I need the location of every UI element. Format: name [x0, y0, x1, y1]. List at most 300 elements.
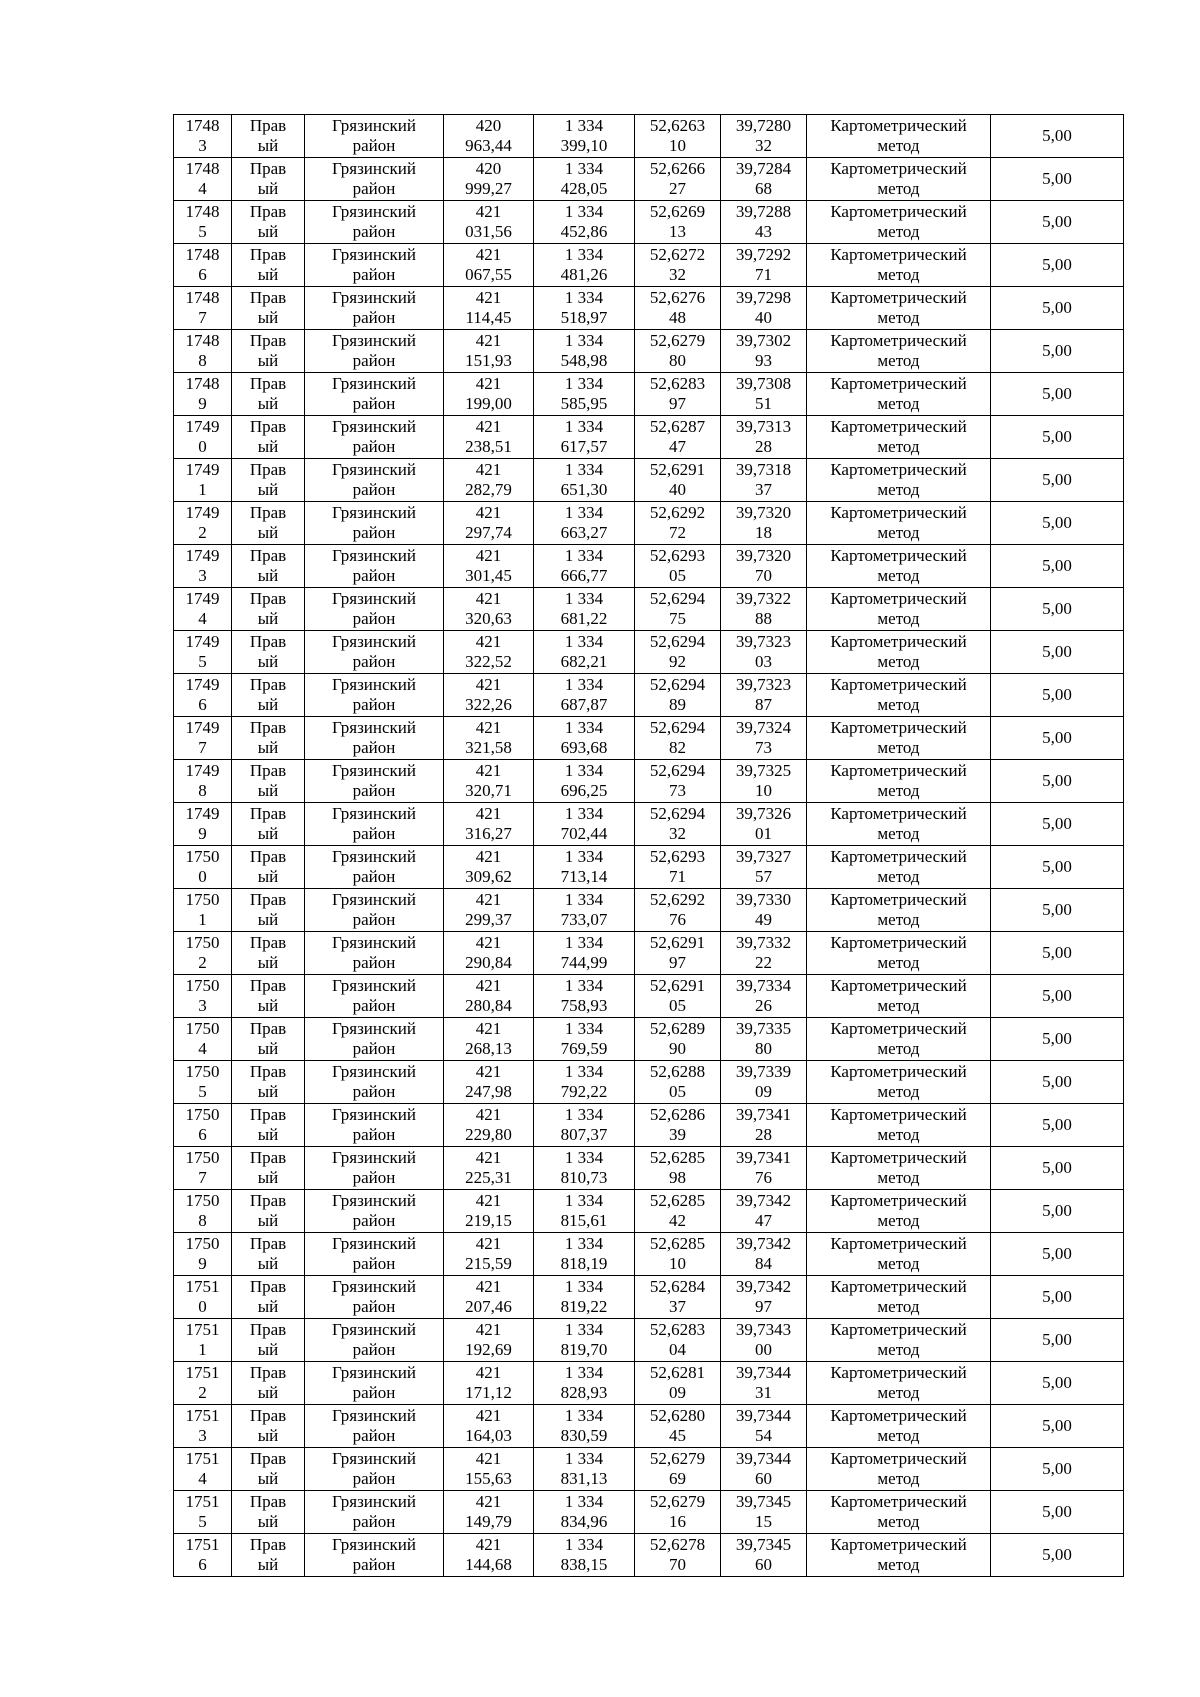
coord-x-cell: [444, 717, 534, 760]
accuracy-cell: 5,00: [991, 674, 1124, 717]
latitude-cell-line: 52,6291: [649, 460, 706, 479]
bank-side-cell-line: ый: [257, 867, 279, 886]
coord-x-cell-line: 421: [475, 847, 502, 866]
method-cell-line: метод: [877, 996, 920, 1015]
coord-y-cell: [534, 760, 635, 803]
longitude-cell-line: 39,7342: [735, 1277, 792, 1296]
method-cell: [807, 115, 991, 158]
point-number-cell: [174, 545, 232, 588]
district-cell-line: район: [352, 867, 396, 886]
district-cell-line: Грязинский: [332, 331, 416, 350]
method-cell-line: метод: [877, 394, 920, 413]
table-row: [174, 502, 1124, 545]
coord-y-cell-line: 693,68: [560, 738, 608, 757]
method-cell-line: Картометрический: [830, 933, 967, 952]
table-row: [174, 588, 1124, 631]
bank-side-cell-line: Прав: [249, 245, 287, 264]
coord-y-cell-line: 1 334: [564, 460, 604, 479]
method-cell-line: метод: [877, 824, 920, 843]
longitude-cell: [721, 545, 807, 588]
accuracy-cell: 5,00: [991, 459, 1124, 502]
point-number-cell-line: 1750: [185, 1105, 220, 1124]
method-cell: [807, 545, 991, 588]
bank-side-cell-line: Прав: [249, 1148, 287, 1167]
longitude-cell-line: 39,7335: [735, 1019, 792, 1038]
table-row: [174, 760, 1124, 803]
coord-x-cell-line: 321,58: [465, 738, 512, 757]
latitude-cell-line: 98: [669, 1168, 686, 1187]
point-number-cell: [174, 1061, 232, 1104]
latitude-cell-line: 10: [669, 136, 686, 155]
coord-y-cell: [534, 459, 635, 502]
coord-y-cell: [534, 1405, 635, 1448]
coord-y-cell: [534, 803, 635, 846]
latitude-cell-line: 52,6292: [649, 503, 706, 522]
coord-x-cell-line: 421: [475, 890, 502, 909]
latitude-cell-line: 10: [669, 1254, 686, 1273]
district-cell-line: район: [352, 308, 396, 327]
bank-side-cell: [232, 803, 305, 846]
bank-side-cell: [232, 158, 305, 201]
coord-y-cell-line: 1 334: [564, 675, 604, 694]
bank-side-cell-line: ый: [257, 953, 279, 972]
latitude-cell-line: 13: [669, 222, 686, 241]
method-cell-line: Картометрический: [830, 847, 967, 866]
point-number-cell: [174, 803, 232, 846]
district-cell-line: Грязинский: [332, 288, 416, 307]
coord-x-cell-line: 421: [475, 1406, 502, 1425]
district-cell-line: район: [352, 1512, 396, 1531]
bank-side-cell-line: Прав: [249, 1019, 287, 1038]
longitude-cell: [721, 1405, 807, 1448]
latitude-cell: [635, 1534, 721, 1577]
method-cell-line: метод: [877, 1168, 920, 1187]
longitude-cell-line: 39,7342: [735, 1191, 792, 1210]
latitude-cell: [635, 416, 721, 459]
point-number-cell-line: 1749: [185, 503, 220, 522]
point-number-cell-line: 1748: [185, 116, 220, 135]
method-cell-line: метод: [877, 1555, 920, 1574]
bank-side-cell-line: Прав: [249, 159, 287, 178]
longitude-cell-line: 39,7322: [735, 589, 792, 608]
point-number-cell-line: 3: [198, 136, 207, 155]
coord-x-cell-line: 164,03: [465, 1426, 512, 1445]
coord-y-cell-line: 1 334: [564, 847, 604, 866]
accuracy-cell: 5,00: [991, 330, 1124, 373]
method-cell-line: Картометрический: [830, 245, 967, 264]
point-number-cell: [174, 1319, 232, 1362]
bank-side-cell: [232, 1405, 305, 1448]
coord-y-cell-line: 713,14: [560, 867, 608, 886]
method-cell-line: метод: [877, 695, 920, 714]
district-cell: [305, 158, 444, 201]
coord-x-cell-line: 067,55: [465, 265, 512, 284]
point-number-cell: [174, 932, 232, 975]
coord-x-cell-line: 421: [475, 417, 502, 436]
bank-side-cell: [232, 588, 305, 631]
coord-x-cell: [444, 1491, 534, 1534]
point-number-cell: [174, 1448, 232, 1491]
point-number-cell-line: 1750: [185, 933, 220, 952]
method-cell-line: метод: [877, 1512, 920, 1531]
point-number-cell: [174, 201, 232, 244]
district-cell: [305, 1104, 444, 1147]
point-number-cell-line: 4: [198, 1469, 207, 1488]
bank-side-cell: [232, 717, 305, 760]
bank-side-cell-line: Прав: [249, 1320, 287, 1339]
table-row: [174, 1448, 1124, 1491]
point-number-cell-line: 6: [198, 265, 207, 284]
method-cell-line: Картометрический: [830, 589, 967, 608]
coord-y-cell-line: 733,07: [560, 910, 608, 929]
coord-y-cell: [534, 1233, 635, 1276]
method-cell: [807, 975, 991, 1018]
accuracy-cell: 5,00: [991, 373, 1124, 416]
accuracy-cell: 5,00: [991, 158, 1124, 201]
district-cell-line: район: [352, 1168, 396, 1187]
bank-side-cell-line: ый: [257, 179, 279, 198]
coord-x-cell-line: 297,74: [465, 523, 512, 542]
district-cell: [305, 1448, 444, 1491]
method-cell: [807, 502, 991, 545]
coord-y-cell-line: 1 334: [564, 1148, 604, 1167]
district-cell-line: район: [352, 1082, 396, 1101]
coord-y-cell-line: 1 334: [564, 546, 604, 565]
method-cell-line: Картометрический: [830, 202, 967, 221]
bank-side-cell: [232, 760, 305, 803]
latitude-cell-line: 52,6294: [649, 718, 706, 737]
method-cell-line: метод: [877, 222, 920, 241]
method-cell: [807, 846, 991, 889]
method-cell-line: Картометрический: [830, 116, 967, 135]
table-row: [174, 545, 1124, 588]
coord-y-cell: [534, 373, 635, 416]
district-cell-line: район: [352, 265, 396, 284]
coord-x-cell: [444, 1233, 534, 1276]
point-number-cell-line: 1749: [185, 417, 220, 436]
bank-side-cell-line: ый: [257, 695, 279, 714]
district-cell-line: Грязинский: [332, 589, 416, 608]
coord-y-cell: [534, 846, 635, 889]
bank-side-cell-line: ый: [257, 1340, 279, 1359]
point-number-cell: [174, 760, 232, 803]
table-row: [174, 1190, 1124, 1233]
method-cell: [807, 1233, 991, 1276]
method-cell-line: метод: [877, 910, 920, 929]
bank-side-cell-line: Прав: [249, 1191, 287, 1210]
district-cell: [305, 975, 444, 1018]
bank-side-cell-line: Прав: [249, 503, 287, 522]
longitude-cell-line: 39,7344: [735, 1363, 792, 1382]
district-cell-line: Грязинский: [332, 847, 416, 866]
coord-y-cell: [534, 1319, 635, 1362]
district-cell: [305, 1491, 444, 1534]
coord-x-cell-line: 309,62: [465, 867, 512, 886]
accuracy-cell: 5,00: [991, 244, 1124, 287]
bank-side-cell-line: Прав: [249, 374, 287, 393]
point-number-cell-line: 7: [198, 308, 207, 327]
latitude-cell: [635, 1319, 721, 1362]
latitude-cell: [635, 889, 721, 932]
coord-y-cell: [534, 1147, 635, 1190]
method-cell-line: Картометрический: [830, 976, 967, 995]
coord-x-cell-line: 421: [475, 1363, 502, 1382]
bank-side-cell-line: ый: [257, 437, 279, 456]
latitude-cell-line: 69: [669, 1469, 686, 1488]
method-cell-line: Картометрический: [830, 1363, 967, 1382]
district-cell-line: Грязинский: [332, 1406, 416, 1425]
coord-y-cell-line: 1 334: [564, 1234, 604, 1253]
district-cell: [305, 631, 444, 674]
longitude-cell-line: 47: [755, 1211, 772, 1230]
point-number-cell-line: 1748: [185, 331, 220, 350]
coord-x-cell: [444, 1104, 534, 1147]
latitude-cell: [635, 588, 721, 631]
coord-x-cell-line: 421: [475, 675, 502, 694]
district-cell-line: район: [352, 351, 396, 370]
coord-y-cell: [534, 588, 635, 631]
table-row: [174, 674, 1124, 717]
longitude-cell-line: 84: [755, 1254, 772, 1273]
table-row: [174, 889, 1124, 932]
method-cell-line: Картометрический: [830, 890, 967, 909]
coordinates-table-body: [174, 115, 1124, 1577]
point-number-cell: [174, 1018, 232, 1061]
point-number-cell: [174, 889, 232, 932]
district-cell-line: Грязинский: [332, 1277, 416, 1296]
coord-y-cell-line: 1 334: [564, 976, 604, 995]
coord-x-cell-line: 421: [475, 1148, 502, 1167]
coord-y-cell-line: 758,93: [560, 996, 608, 1015]
district-cell: [305, 1276, 444, 1319]
coord-y-cell-line: 666,77: [560, 566, 608, 585]
latitude-cell-line: 39: [669, 1125, 686, 1144]
bank-side-cell: [232, 932, 305, 975]
method-cell-line: Картометрический: [830, 1277, 967, 1296]
bank-side-cell-line: ый: [257, 265, 279, 284]
longitude-cell: [721, 1534, 807, 1577]
accuracy-cell: 5,00: [991, 416, 1124, 459]
method-cell: [807, 1104, 991, 1147]
coord-x-cell-line: 282,79: [465, 480, 512, 499]
coord-x-cell-line: 207,46: [465, 1297, 512, 1316]
accuracy-cell: 5,00: [991, 1319, 1124, 1362]
point-number-cell: [174, 502, 232, 545]
longitude-cell-line: 54: [755, 1426, 772, 1445]
coord-x-cell: [444, 1190, 534, 1233]
coord-y-cell-line: 681,22: [560, 609, 608, 628]
point-number-cell-line: 3: [198, 1426, 207, 1445]
table-row: [174, 1104, 1124, 1147]
point-number-cell-line: 1749: [185, 761, 220, 780]
point-number-cell-line: 5: [198, 652, 207, 671]
point-number-cell-line: 8: [198, 351, 207, 370]
bank-side-cell-line: ый: [257, 1297, 279, 1316]
longitude-cell-line: 39,7288: [735, 202, 792, 221]
coord-y-cell-line: 663,27: [560, 523, 608, 542]
table-row: [174, 932, 1124, 975]
coord-y-cell-line: 399,10: [560, 136, 608, 155]
method-cell-line: метод: [877, 1426, 920, 1445]
method-cell-line: Картометрический: [830, 1535, 967, 1554]
latitude-cell: [635, 1448, 721, 1491]
longitude-cell-line: 09: [755, 1082, 772, 1101]
district-cell: [305, 244, 444, 287]
latitude-cell-line: 52,6263: [649, 116, 706, 135]
coord-x-cell: [444, 115, 534, 158]
coord-y-cell-line: 452,86: [560, 222, 608, 241]
latitude-cell-line: 42: [669, 1211, 686, 1230]
method-cell: [807, 201, 991, 244]
point-number-cell-line: 0: [198, 867, 207, 886]
bank-side-cell: [232, 1061, 305, 1104]
latitude-cell: [635, 1147, 721, 1190]
coord-x-cell-line: 301,45: [465, 566, 512, 585]
bank-side-cell-line: Прав: [249, 1234, 287, 1253]
coord-y-cell-line: 815,61: [560, 1211, 608, 1230]
coord-x-cell-line: 290,84: [465, 953, 512, 972]
longitude-cell: [721, 1190, 807, 1233]
table-row: [174, 631, 1124, 674]
method-cell: [807, 1190, 991, 1233]
coord-x-cell: [444, 158, 534, 201]
coord-y-cell-line: 834,96: [560, 1512, 608, 1531]
latitude-cell-line: 92: [669, 652, 686, 671]
longitude-cell-line: 49: [755, 910, 772, 929]
point-number-cell: [174, 1405, 232, 1448]
bank-side-cell: [232, 416, 305, 459]
coord-x-cell-line: 421: [475, 288, 502, 307]
method-cell: [807, 1061, 991, 1104]
bank-side-cell-line: ый: [257, 609, 279, 628]
bank-side-cell-line: Прав: [249, 1277, 287, 1296]
latitude-cell-line: 52,6292: [649, 890, 706, 909]
point-number-cell-line: 1750: [185, 1062, 220, 1081]
point-number-cell: [174, 1276, 232, 1319]
district-cell-line: район: [352, 910, 396, 929]
latitude-cell-line: 97: [669, 953, 686, 972]
longitude-cell: [721, 459, 807, 502]
district-cell-line: район: [352, 1426, 396, 1445]
bank-side-cell-line: ый: [257, 1082, 279, 1101]
accuracy-cell: 5,00: [991, 1147, 1124, 1190]
point-number-cell-line: 1748: [185, 159, 220, 178]
longitude-cell: [721, 416, 807, 459]
coord-y-cell: [534, 1276, 635, 1319]
latitude-cell-line: 52,6283: [649, 1320, 706, 1339]
longitude-cell: [721, 674, 807, 717]
bank-side-cell-line: Прав: [249, 933, 287, 952]
accuracy-cell: 5,00: [991, 1491, 1124, 1534]
coord-x-cell-line: 421: [475, 460, 502, 479]
bank-side-cell-line: Прав: [249, 761, 287, 780]
coord-y-cell: [534, 1491, 635, 1534]
table-row: [174, 1276, 1124, 1319]
point-number-cell-line: 1748: [185, 288, 220, 307]
bank-side-cell-line: Прав: [249, 288, 287, 307]
method-cell: [807, 932, 991, 975]
bank-side-cell-line: ый: [257, 480, 279, 499]
point-number-cell: [174, 158, 232, 201]
method-cell-line: Картометрический: [830, 804, 967, 823]
method-cell-line: Картометрический: [830, 374, 967, 393]
method-cell: [807, 1018, 991, 1061]
district-cell: [305, 932, 444, 975]
coord-x-cell-line: 421: [475, 761, 502, 780]
longitude-cell-line: 39,7323: [735, 632, 792, 651]
latitude-cell-line: 52,6266: [649, 159, 706, 178]
point-number-cell-line: 1750: [185, 1191, 220, 1210]
method-cell-line: метод: [877, 1082, 920, 1101]
coord-y-cell-line: 428,05: [560, 179, 608, 198]
latitude-cell: [635, 115, 721, 158]
coord-x-cell: [444, 244, 534, 287]
coord-y-cell-line: 696,25: [560, 781, 608, 800]
method-cell-line: метод: [877, 351, 920, 370]
point-number-cell-line: 1748: [185, 202, 220, 221]
coord-y-cell-line: 702,44: [560, 824, 608, 843]
coord-x-cell: [444, 803, 534, 846]
coord-x-cell-line: 420: [475, 116, 502, 135]
table-row: [174, 1233, 1124, 1276]
method-cell-line: Картометрический: [830, 1148, 967, 1167]
bank-side-cell-line: ый: [257, 996, 279, 1015]
latitude-cell-line: 32: [669, 265, 686, 284]
bank-side-cell: [232, 373, 305, 416]
longitude-cell: [721, 1448, 807, 1491]
longitude-cell-line: 60: [755, 1555, 772, 1574]
coord-x-cell: [444, 760, 534, 803]
longitude-cell: [721, 760, 807, 803]
district-cell-line: Грязинский: [332, 1449, 416, 1468]
bank-side-cell-line: ый: [257, 566, 279, 585]
method-cell-line: метод: [877, 738, 920, 757]
bank-side-cell: [232, 1233, 305, 1276]
district-cell: [305, 803, 444, 846]
method-cell: [807, 1405, 991, 1448]
district-cell: [305, 416, 444, 459]
accuracy-cell: 5,00: [991, 1448, 1124, 1491]
latitude-cell-line: 72: [669, 523, 686, 542]
bank-side-cell: [232, 545, 305, 588]
latitude-cell: [635, 1233, 721, 1276]
bank-side-cell-line: ый: [257, 910, 279, 929]
latitude-cell-line: 52,6285: [649, 1191, 706, 1210]
district-cell: [305, 1405, 444, 1448]
point-number-cell-line: 1748: [185, 374, 220, 393]
district-cell-line: район: [352, 566, 396, 585]
point-number-cell-line: 7: [198, 1168, 207, 1187]
latitude-cell: [635, 1362, 721, 1405]
bank-side-cell-line: Прав: [249, 589, 287, 608]
latitude-cell: [635, 975, 721, 1018]
point-number-cell-line: 1750: [185, 847, 220, 866]
point-number-cell: [174, 631, 232, 674]
latitude-cell-line: 90: [669, 1039, 686, 1058]
district-cell: [305, 502, 444, 545]
latitude-cell-line: 27: [669, 179, 686, 198]
coord-y-cell: [534, 416, 635, 459]
latitude-cell-line: 05: [669, 996, 686, 1015]
coord-y-cell: [534, 1190, 635, 1233]
bank-side-cell-line: Прав: [249, 976, 287, 995]
bank-side-cell: [232, 459, 305, 502]
longitude-cell-line: 37: [755, 480, 772, 499]
latitude-cell-line: 97: [669, 394, 686, 413]
coord-y-cell: [534, 115, 635, 158]
latitude-cell: [635, 1405, 721, 1448]
coord-x-cell-line: 192,69: [465, 1340, 512, 1359]
